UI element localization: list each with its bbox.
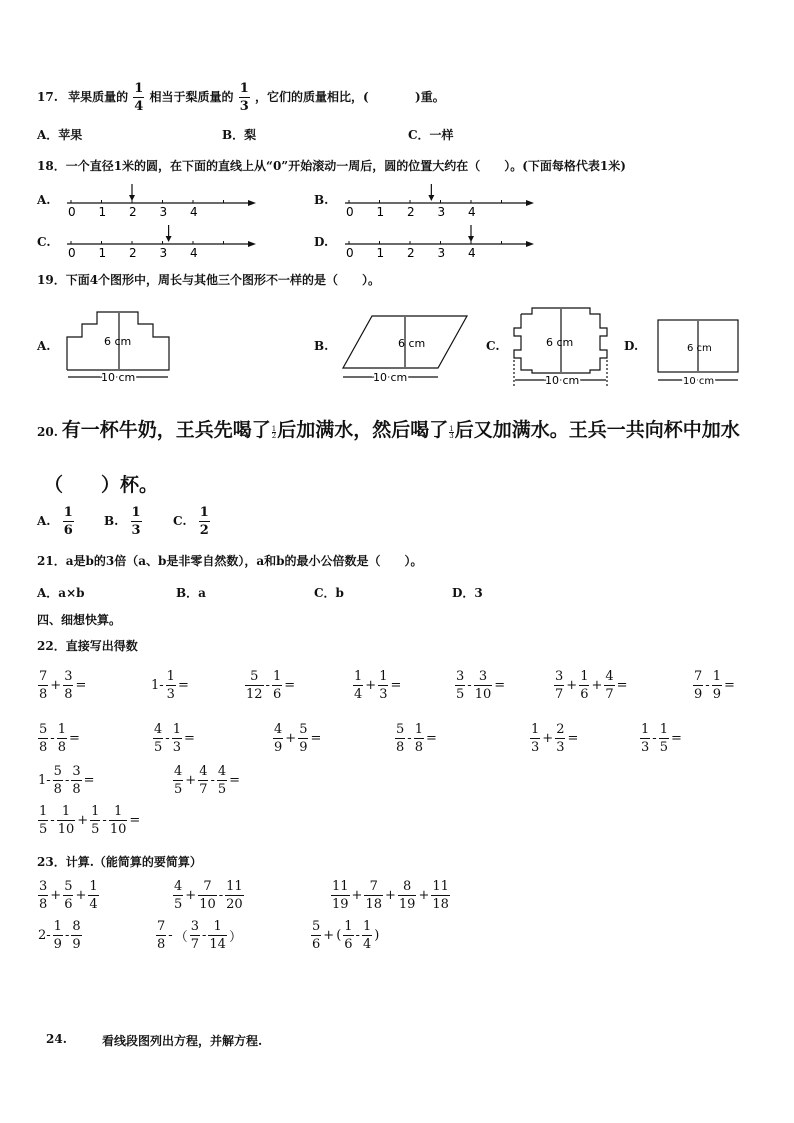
option-b-label[interactable]: B.: [314, 193, 329, 207]
fraction: $\frac{4}{5}$: [174, 879, 183, 912]
shape-d-height: 6 cm: [687, 343, 712, 354]
math-expression: [272, 723, 322, 754]
operator: =: [723, 678, 735, 693]
fraction: $\frac{3}{7}$: [555, 669, 564, 702]
shape-c-height: 6 cm: [546, 336, 574, 349]
operator: 1-: [38, 773, 51, 788]
shape-c-width: 10 cm: [545, 374, 580, 387]
operator: +: [285, 731, 297, 746]
fraction: $\frac{4}{9}$: [274, 722, 283, 755]
number-line-b: [345, 184, 534, 219]
operator: -: [652, 731, 657, 746]
tick-label: 3: [159, 205, 168, 219]
option-c-label[interactable]: C.: [37, 235, 51, 249]
option-c-label[interactable]: C.: [486, 339, 500, 353]
question-17: 17. 苹果质量的 $\frac{1}{4}$ 相当于梨质量的 $\frac{1}{3}$ ，它们的质量相比，( )重。: [37, 81, 445, 114]
operator: -: [265, 678, 270, 693]
math-expression: [37, 723, 81, 754]
operator: +: [542, 731, 554, 746]
operator: +: [418, 888, 430, 903]
fraction: $\frac{1}{3}$: [166, 669, 175, 702]
operator: =: [83, 773, 95, 788]
shape-d-width: 10 cm: [683, 376, 715, 387]
option-b-label[interactable]: B.: [314, 339, 329, 353]
option-b[interactable]: B．a: [176, 586, 206, 600]
fraction: $\frac{4}{7}$: [605, 669, 614, 702]
operator: =: [75, 678, 87, 693]
operator: +: [185, 773, 197, 788]
parenthesis: ）: [228, 930, 242, 945]
fraction: $\frac{1}{3}$: [239, 81, 249, 114]
fraction: $\frac{1}{8}$: [57, 722, 66, 755]
question-20: 20. 有一杯牛奶，王兵先喝了 $\frac{1}{2}$ 后加满水，然后喝了 $\frac{1}{3}$ 后又加满水。王兵一共向杯中加水: [37, 419, 740, 441]
operator: +: [323, 928, 335, 943]
tick-label: 2: [129, 246, 137, 260]
number-line-c: [67, 225, 256, 260]
math-expression: [553, 670, 629, 701]
question-21: 21．a是b的3倍（a、b是非零自然数），a和b的最小公倍数是（ ）。: [37, 554, 423, 568]
operator: +: [50, 678, 62, 693]
operator: +: [351, 888, 363, 903]
parenthesis: （: [174, 930, 188, 945]
math-expression: [37, 805, 141, 836]
shape-a-width: 10 cm: [101, 371, 136, 384]
fraction: $\frac{7}{10}$: [199, 879, 216, 912]
tick-label: 4: [190, 205, 198, 219]
fraction: $\frac{5}{6}$: [312, 919, 321, 952]
fraction: $\frac{1}{6}$: [272, 669, 282, 702]
math-expression: [152, 723, 196, 754]
operator: +: [385, 888, 396, 903]
number-line-d: [345, 225, 534, 260]
question-24: 看线段图列出方程，并解方程.: [102, 1034, 263, 1048]
fraction: $\frac{1}{4}$: [362, 919, 372, 952]
fraction: $\frac{3}{8}$: [72, 764, 81, 797]
fraction: $\frac{4}{5}$: [154, 722, 163, 755]
tick-label: 0: [68, 205, 76, 219]
tick-label: 3: [159, 246, 168, 260]
operator: =: [670, 731, 682, 746]
tick-label: 4: [468, 246, 476, 260]
fraction: $\frac{1}{9}$: [712, 669, 721, 702]
operator: -: [355, 928, 360, 943]
tick-label: 0: [68, 246, 76, 260]
fraction: $\frac{3}{5}$: [456, 669, 465, 702]
math-expression: [150, 670, 190, 701]
fraction: $\frac{2}{3}$: [556, 722, 565, 755]
fraction: $\frac{1}{8}$: [414, 722, 423, 755]
fraction: $\frac{1}{10}$: [57, 804, 75, 837]
fraction: $\frac{1}{10}$: [109, 804, 127, 837]
operator: +: [75, 888, 87, 903]
option-a[interactable]: A．a×b: [37, 586, 85, 600]
operator: =: [284, 678, 296, 693]
math-expression: [352, 670, 402, 701]
operator: =: [567, 731, 579, 746]
option-a-label[interactable]: A.: [37, 339, 51, 353]
question-22: 22．直接写出得数: [37, 639, 138, 653]
fraction: $\frac{1}{5}$: [39, 804, 48, 837]
shape-a-height: 6 cm: [104, 335, 132, 348]
fraction: $\frac{1}{2}$: [271, 424, 277, 440]
section-heading: 四、细想快算。: [37, 613, 122, 627]
operator: =: [68, 731, 80, 746]
operator: +: [185, 888, 197, 903]
operator: =: [494, 678, 506, 693]
fraction: $\frac{7}{18}$: [365, 879, 382, 912]
question-19: 19．下面4个图形中，周长与其他三个图形不一样的是（ ）。: [37, 273, 381, 287]
fraction: $\frac{1}{14}$: [209, 919, 226, 952]
fraction: $\frac{5}{6}$: [64, 879, 73, 912]
shape-b-width: 10 cm: [373, 371, 408, 384]
tick-label: 2: [129, 205, 137, 219]
tick-label: 0: [346, 205, 354, 219]
operator: 1-: [151, 678, 164, 693]
operator: =: [229, 773, 241, 788]
question-24-number: 24.: [46, 1032, 67, 1046]
operator: -: [218, 888, 224, 903]
fraction: $\frac{7}{8}$: [157, 919, 166, 952]
tick-label: 1: [98, 205, 107, 219]
operator: +: [50, 888, 62, 903]
fraction: $\frac{1}{4}$: [89, 879, 98, 912]
tick-label: 4: [190, 246, 198, 260]
math-expression: [37, 670, 87, 701]
fraction: $\frac{1}{4}$: [354, 669, 363, 702]
math-expression: [692, 670, 736, 701]
operator: -: [64, 773, 70, 788]
math-expression: [172, 765, 241, 796]
number-line-a: [67, 184, 256, 219]
tick-label: 1: [98, 246, 107, 260]
fraction: $\frac{8}{9}$: [72, 919, 81, 952]
option-a[interactable]: A．苹果: [37, 128, 83, 142]
fraction: $\frac{3}{8}$: [64, 669, 73, 702]
fraction: $\frac{1}{3}$: [379, 669, 388, 702]
fraction: $\frac{1}{4}$: [134, 81, 144, 114]
operator: -: [168, 928, 173, 943]
tick-label: 2: [407, 205, 415, 219]
fraction: $\frac{5}{9}$: [299, 722, 308, 755]
operator: -: [467, 678, 472, 693]
fraction: $\frac{5}{8}$: [53, 764, 62, 797]
math-expression: [37, 920, 83, 951]
fraction: $\frac{11}{20}$: [226, 879, 243, 912]
operator: -: [64, 928, 70, 943]
operator: +: [566, 678, 578, 693]
tick-label: 3: [437, 246, 446, 260]
operator: =: [183, 731, 195, 746]
math-expression: [394, 723, 438, 754]
option-b[interactable]: B. $\frac{1}{3}$: [104, 505, 141, 538]
option-a-label[interactable]: A.: [37, 193, 51, 207]
operator: 2-: [38, 928, 51, 943]
fraction: $\frac{4}{5}$: [174, 764, 183, 797]
fraction: $\frac{1}{6}$: [580, 669, 589, 702]
tick-label: 2: [407, 246, 415, 260]
math-expression: [155, 920, 243, 951]
math-expression: [454, 670, 506, 701]
fraction: $\frac{1}{3}$: [531, 722, 540, 755]
operator: -: [102, 813, 107, 828]
operator: -: [201, 928, 207, 943]
parenthesis: (: [336, 928, 342, 943]
fraction: $\frac{4}{5}$: [217, 764, 227, 797]
math-expression: [172, 880, 245, 911]
operator: -: [50, 813, 55, 828]
tick-label: 1: [376, 205, 385, 219]
fraction: $\frac{7}{8}$: [39, 669, 48, 702]
option-d-label[interactable]: D.: [624, 339, 639, 353]
operator: =: [310, 731, 322, 746]
operator: -: [705, 678, 710, 693]
operator: +: [365, 678, 377, 693]
parenthesis: ): [374, 928, 380, 943]
operator: -: [210, 773, 215, 788]
tick-label: 1: [376, 246, 385, 260]
fraction: $\frac{5}{8}$: [39, 722, 48, 755]
operator: -: [165, 731, 170, 746]
math-expression: [37, 880, 100, 911]
operator: -: [407, 731, 412, 746]
fraction: $\frac{1}{3}$: [641, 722, 650, 755]
fraction: $\frac{1}{5}$: [659, 722, 668, 755]
fraction: $\frac{1}{6}$: [344, 919, 353, 952]
number-lines: [0, 0, 794, 270]
math-expression: [529, 723, 579, 754]
fraction: $\frac{1}{3}$: [172, 722, 181, 755]
math-expression: [330, 880, 451, 911]
question-23: 23．计算.（能简算的要简算）: [37, 855, 202, 869]
question-18: 18．一个直径1米的圆，在下面的直线上从“0”开始滚动一周后，圆的位置大约在（ ）。(下面每格代表1米): [37, 159, 626, 173]
operator: +: [591, 678, 603, 693]
option-d-label[interactable]: D.: [314, 235, 329, 249]
operator: =: [177, 678, 189, 693]
math-expression: [37, 765, 96, 796]
shapes-figure: [0, 300, 794, 392]
operator: =: [616, 678, 628, 693]
option-a[interactable]: A. $\frac{1}{6}$: [37, 505, 73, 538]
fraction: $\frac{11}{19}$: [332, 879, 349, 912]
fraction: $\frac{1}{5}$: [91, 804, 100, 837]
option-c[interactable]: C. $\frac{1}{2}$: [173, 505, 209, 538]
option-c[interactable]: C．b: [314, 586, 344, 600]
fraction: $\frac{3}{7}$: [190, 919, 199, 952]
fraction: $\frac{7}{9}$: [694, 669, 703, 702]
operator: =: [129, 813, 141, 828]
fraction: $\frac{8}{19}$: [398, 879, 416, 912]
fraction: $\frac{5}{8}$: [396, 722, 405, 755]
math-expression: [244, 670, 296, 701]
operator: =: [390, 678, 402, 693]
fraction: $\frac{1}{9}$: [53, 919, 62, 952]
fraction: $\frac{4}{7}$: [199, 764, 208, 797]
fraction: $\frac{3}{10}$: [474, 669, 492, 702]
shape-b-height: 6 cm: [398, 337, 426, 350]
option-c[interactable]: C．一样: [408, 128, 454, 142]
option-b[interactable]: B．梨: [222, 128, 257, 142]
tick-label: 4: [468, 205, 476, 219]
fraction: $\frac{5}{12}$: [246, 669, 263, 702]
question-20-line2: （ ）杯。: [44, 474, 159, 496]
tick-label: 3: [437, 205, 446, 219]
fraction: $\frac{1}{3}$: [449, 424, 454, 440]
option-d[interactable]: D．3: [452, 586, 483, 600]
fraction: $\frac{3}{8}$: [39, 879, 48, 912]
tick-label: 0: [346, 246, 354, 260]
operator: +: [77, 813, 89, 828]
operator: -: [50, 731, 55, 746]
math-expression: [310, 920, 380, 951]
math-expression: [639, 723, 683, 754]
operator: =: [425, 731, 437, 746]
fraction: $\frac{11}{18}$: [432, 879, 449, 912]
